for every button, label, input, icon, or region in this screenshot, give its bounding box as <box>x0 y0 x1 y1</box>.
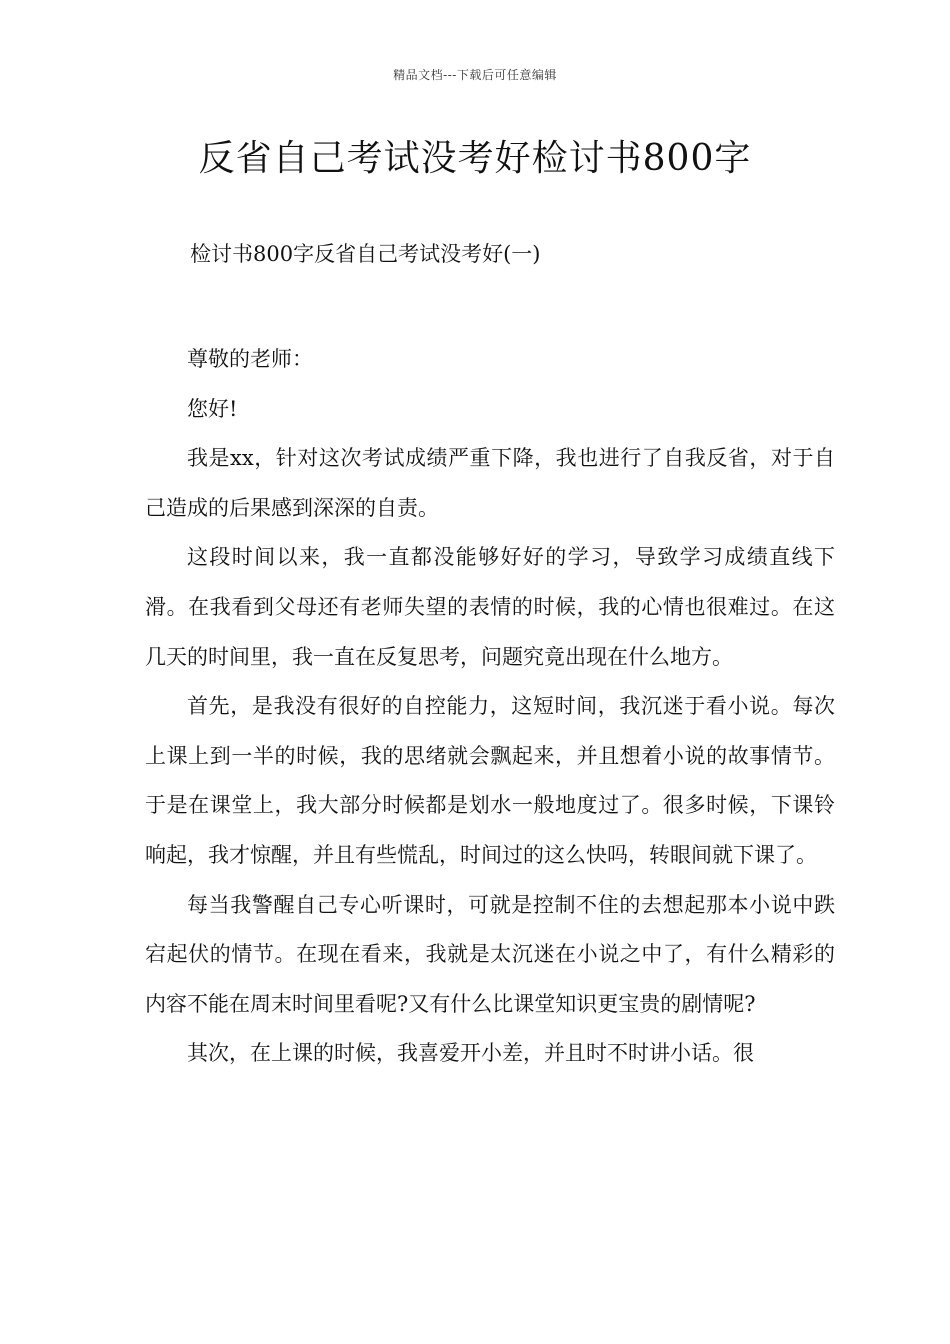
body-paragraph: 首先，是我没有很好的自控能力，这短时间，我沉迷于看小说。每次上课上到一半的时候，我的思绪就会飘起来，并且想着小说的故事情节。于是在课堂上，我大部分时候都是划水一般地度过了。很多时候，下课铃响起，我才惊醒，并且有些慌乱，时间过的这么快吗，转眼间就下课了。 <box>145 694 835 867</box>
body-paragraph: 这段时间以来，我一直都没能够好好的学习，导致学习成绩直线下滑。在我看到父母还有老师失望的表情的时候，我的心情也很难过。在这几天的时间里，我一直在反复思考，问题究竟出现在什么地方。 <box>145 545 835 669</box>
body-paragraph: 每当我警醒自己专心听课时，可就是控制不住的去想起那本小说中跌宕起伏的情节。在现在看来，我就是太沉迷在小说之中了，有什么精彩的内容不能在周末时间里看呢?又有什么比课堂知识更宝贵的剧情呢? <box>145 892 835 1016</box>
header-note: 精品文档---下载后可任意编辑 <box>393 68 557 82</box>
body-paragraph: 我是xx，针对这次考试成绩严重下降，我也进行了自我反省，对于自己造成的后果感到深深的自责。 <box>145 446 835 520</box>
salutation: 尊敬的老师： <box>187 347 313 371</box>
document-body <box>145 335 835 1079</box>
body-paragraph: 其次，在上课的时候，我喜爱开小差，并且时不时讲小话。很 <box>187 1041 754 1066</box>
document-subtitle: 检讨书800字反省自己考试没考好(一) <box>190 242 541 266</box>
greeting: 您好! <box>187 396 238 421</box>
document-title: 反省自己考试没考好检讨书800字 <box>198 138 752 179</box>
